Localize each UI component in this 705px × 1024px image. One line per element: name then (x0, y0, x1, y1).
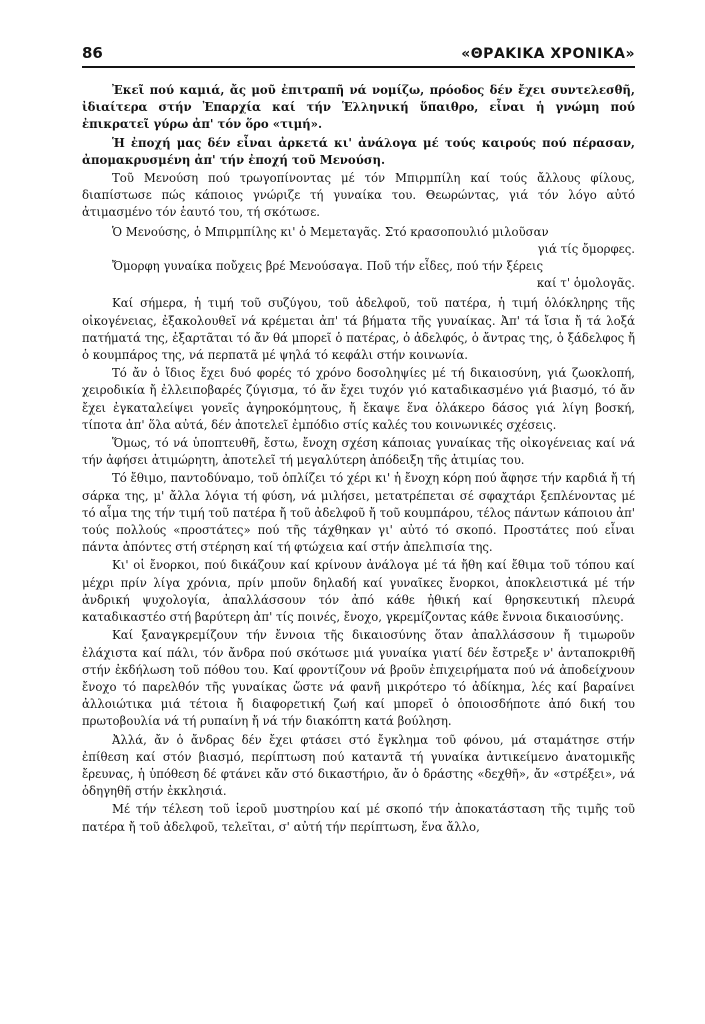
paragraph: Μέ τήν τέλεση τοῦ ἱεροῦ μυστηρίου καί μέ σκοπό τήν ἀποκατάσταση τῆς τιμῆς τοῦ πατέρα ἤ τοῦ ἀδελφοῦ, τελεῖται, σ' αὐτή τήν περίπτωση, ἕνα ἄλλο, (82, 802, 635, 834)
page-header (82, 42, 635, 62)
page-number: 86 (82, 44, 103, 62)
paragraph: Ὅμως, τό νά ὑποπτευθῆ, ἔστω, ἔνοχη σχέση κάποιας γυναίκας τῆς οἰκογένειας καί νά τήν ἀφήσει ἀτιμώρητη, ἀποτελεῖ τή μεγαλύτερη ἀπόδειξη τῆς ἀτιμίας του. (82, 436, 635, 468)
paragraph: Ἡ ἐποχή μας δέν εἶναι ἀρκετά κι' ἀνάλογα μέ τούς καιρούς πού πέρασαν, ἀπομακρυσμένη ἀπ' τήν ἐποχή τοῦ Μενούση. (82, 135, 635, 167)
paragraph: Κι' οἱ ἔνορκοι, πού δικάζουν καί κρίνουν ἀνάλογα μέ τά ἤθη καί ἔθιμα τοῦ τόπου καί μέχρι πρίν λίγα χρόνια, πρίν μποῦν δηλαδή καί γυναῖκες ἔνορκοι, ἀποκλειστικά μέ τήν ἀνδρική ψυχολογία, ἀπαλλάσσουν τόν ἀπό κάθε ἠθική καί θρησκευτική πλευρά καταδικαστέο στή βαρύτερη ἀπ' τίς ποινές, ἔνοχο, γκρεμίζοντας κάθε ἔννοια δικαιοσύνης. (82, 558, 635, 625)
paragraph: Καί ξαναγκρεμίζουν τήν ἔννοια τῆς δικαιοσύνης ὅταν ἀπαλλάσσουν ἤ τιμωροῦν ἐλάχιστα καί πάλι, τόν ἄνδρα πού σκότωσε μιά γυναίκα γιατί δέν ἔστρεξε ν' ἀνταποκριθῆ στήν ἐκδήλωση τοῦ πόθου του. Καί φροντίζουν νά βροῦν ἐπιχειρήματα πού νά ἀποδείχνουν ἔνοχο τό παρελθόν τῆς γυναίκας ὥστε νά φανῆ μικρότερο τό ἀδίκημα, λές καί βαραίνει ἀλλοιώτικα μιά τέτοια ἤ διαφορετική ζωή καί μπορεῖ ὁ ὁποιοσδήποτε ἀπό δική του πρωτοβουλία νά τή ρυπαίνη ἤ νά τήν διακόπτη κατά βούληση. (82, 628, 635, 729)
paragraph: Τό ἄν ὁ ἴδιος ἔχει δυό φορές τό χρόνο δοσοληψίες μέ τή δικαιοσύνη, γιά ζωοκλοπή, χειροδικία ἤ ἐλλειποβαρές ζύγισμα, τό ἄν ἔχει τυχόν γιό καταδικασμένο γιά βιασμό, τό ἄν ἔχει ἐγκαταλείψει γονεῖς ἀγηροκόμητους, ἤ ἔκαψε ἕνα ὁλάκερο δάσος γιά λίγη βοσκή, τίποτα ἀπ' ὅλα αὐτά, δέν ἀποτελεῖ ἐμπόδιο στίς καλές του κοινωνικές σχέσεις. (82, 366, 635, 432)
paragraph: Ἀλλά, ἄν ὁ ἄνδρας δέν ἔχει φτάσει στό ἔγκλημα τοῦ φόνου, μά σταμάτησε στήν ἐπίθεση καί στόν βιασμό, περίπτωση πού καταντᾶ τή γυναίκα ἀντικείμενο ἀνατομικῆς ἔρευνας, ἡ ὑπόθεση δέ φτάνει κἄν στό δικαστήριο, ἄν ὁ δράστης «δεχθῆ», ἄν «στρέξει», νά ὁδηγηθῆ στήν ἐκκλησιά. (82, 732, 635, 799)
verse-line: Ὄμορφη γυναίκα ποὔχεις βρέ Μενούσαγα. Ποῦ τήν εἶδες, πού τήν ξέρεις (112, 259, 543, 274)
verse-line: Ὁ Μενούσης, ὁ Μπιρμπίλης κι' ὁ Μεμεταγᾶς. Στό κρασοπουλιό μιλοῦσαν (112, 224, 549, 239)
header-rule (82, 66, 635, 68)
paragraph: Καί σήμερα, ἡ τιμή τοῦ συζύγου, τοῦ ἀδελφοῦ, τοῦ πατέρα, ἡ τιμή ὁλόκληρης τῆς οἰκογένειας, ἐξακολουθεῖ νά κρέμεται ἀπ' τά βήματα τῆς γυναίκας. Ἀπ' τά ἴσια ἤ τά λοξά πατήματά της, ἐξαρτᾶται τό ἄν θά μπορεῖ ὁ πατέρας, ὁ ἀδελφός, ὁ ἄντρας της, ὁ ξάδελφος ἤ ὁ κουμπάρος της, νά περπατᾶ μέ ψηλά τό κεφάλι στήν κοινωνία. (82, 296, 635, 363)
paragraph: Ἐκεῖ πού καμιά, ἄς μοῦ ἐπιτραπῆ νά νομίζω, πρόοδος δέν ἔχει συντελεσθῆ, ἰδιαίτερα στήν Ἐπαρχία καί τήν Ἑλληνική ὕπαιθρο, εἶναι ἡ γνώμη πού ἐπικρατεῖ γύρω ἀπ' τόν ὅρο «τιμή». (82, 83, 635, 132)
paragraph: Τό ἔθιμο, παντοδύναμο, τοῦ ὁπλίζει τό χέρι κι' ἡ ἔνοχη κόρη πού ἄφησε τήν καρδιά ἤ τή σάρκα της, μ' ἄλλα λόγια τή φύση, νά μιλήσει, μετατρέπεται σέ σφαχτάρι ξεπλένοντας μέ τό αἷμα της τήν τιμή τοῦ πατέρα ἤ τοῦ ἀδελφοῦ ἤ τοῦ κουμπάρου, τέλος πάντων κάποιου ἀπ' τούς πολλούς «προστάτες» πού τῆς τάχθηκαν γι' αὐτό τό σκοπό. Προστάτες πού εἶναι πάντα ἀπόντες στή στέρηση καί τή φτώχεια καί στήν ἀπελπισία της. (82, 471, 635, 555)
verse-line-continuation: γιά τίς ὄμορφες. (537, 241, 635, 256)
verse-line-continuation: καί τ' ὁμολογᾶς. (536, 276, 635, 291)
paragraph: Τοῦ Μενούση πού τρωγοπίνοντας μέ τόν Μπιρμπίλη καί τούς ἄλλους φίλους, διαπίστωσε πώς κάποιος γνώριζε τή γυναίκα του. Θεωρώντας, γιά τόν λόγο αὐτό ἀτιμασμένο τόν ἑαυτό του, τή σκότωσε. (82, 171, 635, 220)
song-verse (82, 224, 635, 293)
running-title: «ΘΡΑΚΙΚΑ ΧΡΟΝΙΚΑ» (461, 46, 635, 62)
article-body (82, 82, 635, 836)
